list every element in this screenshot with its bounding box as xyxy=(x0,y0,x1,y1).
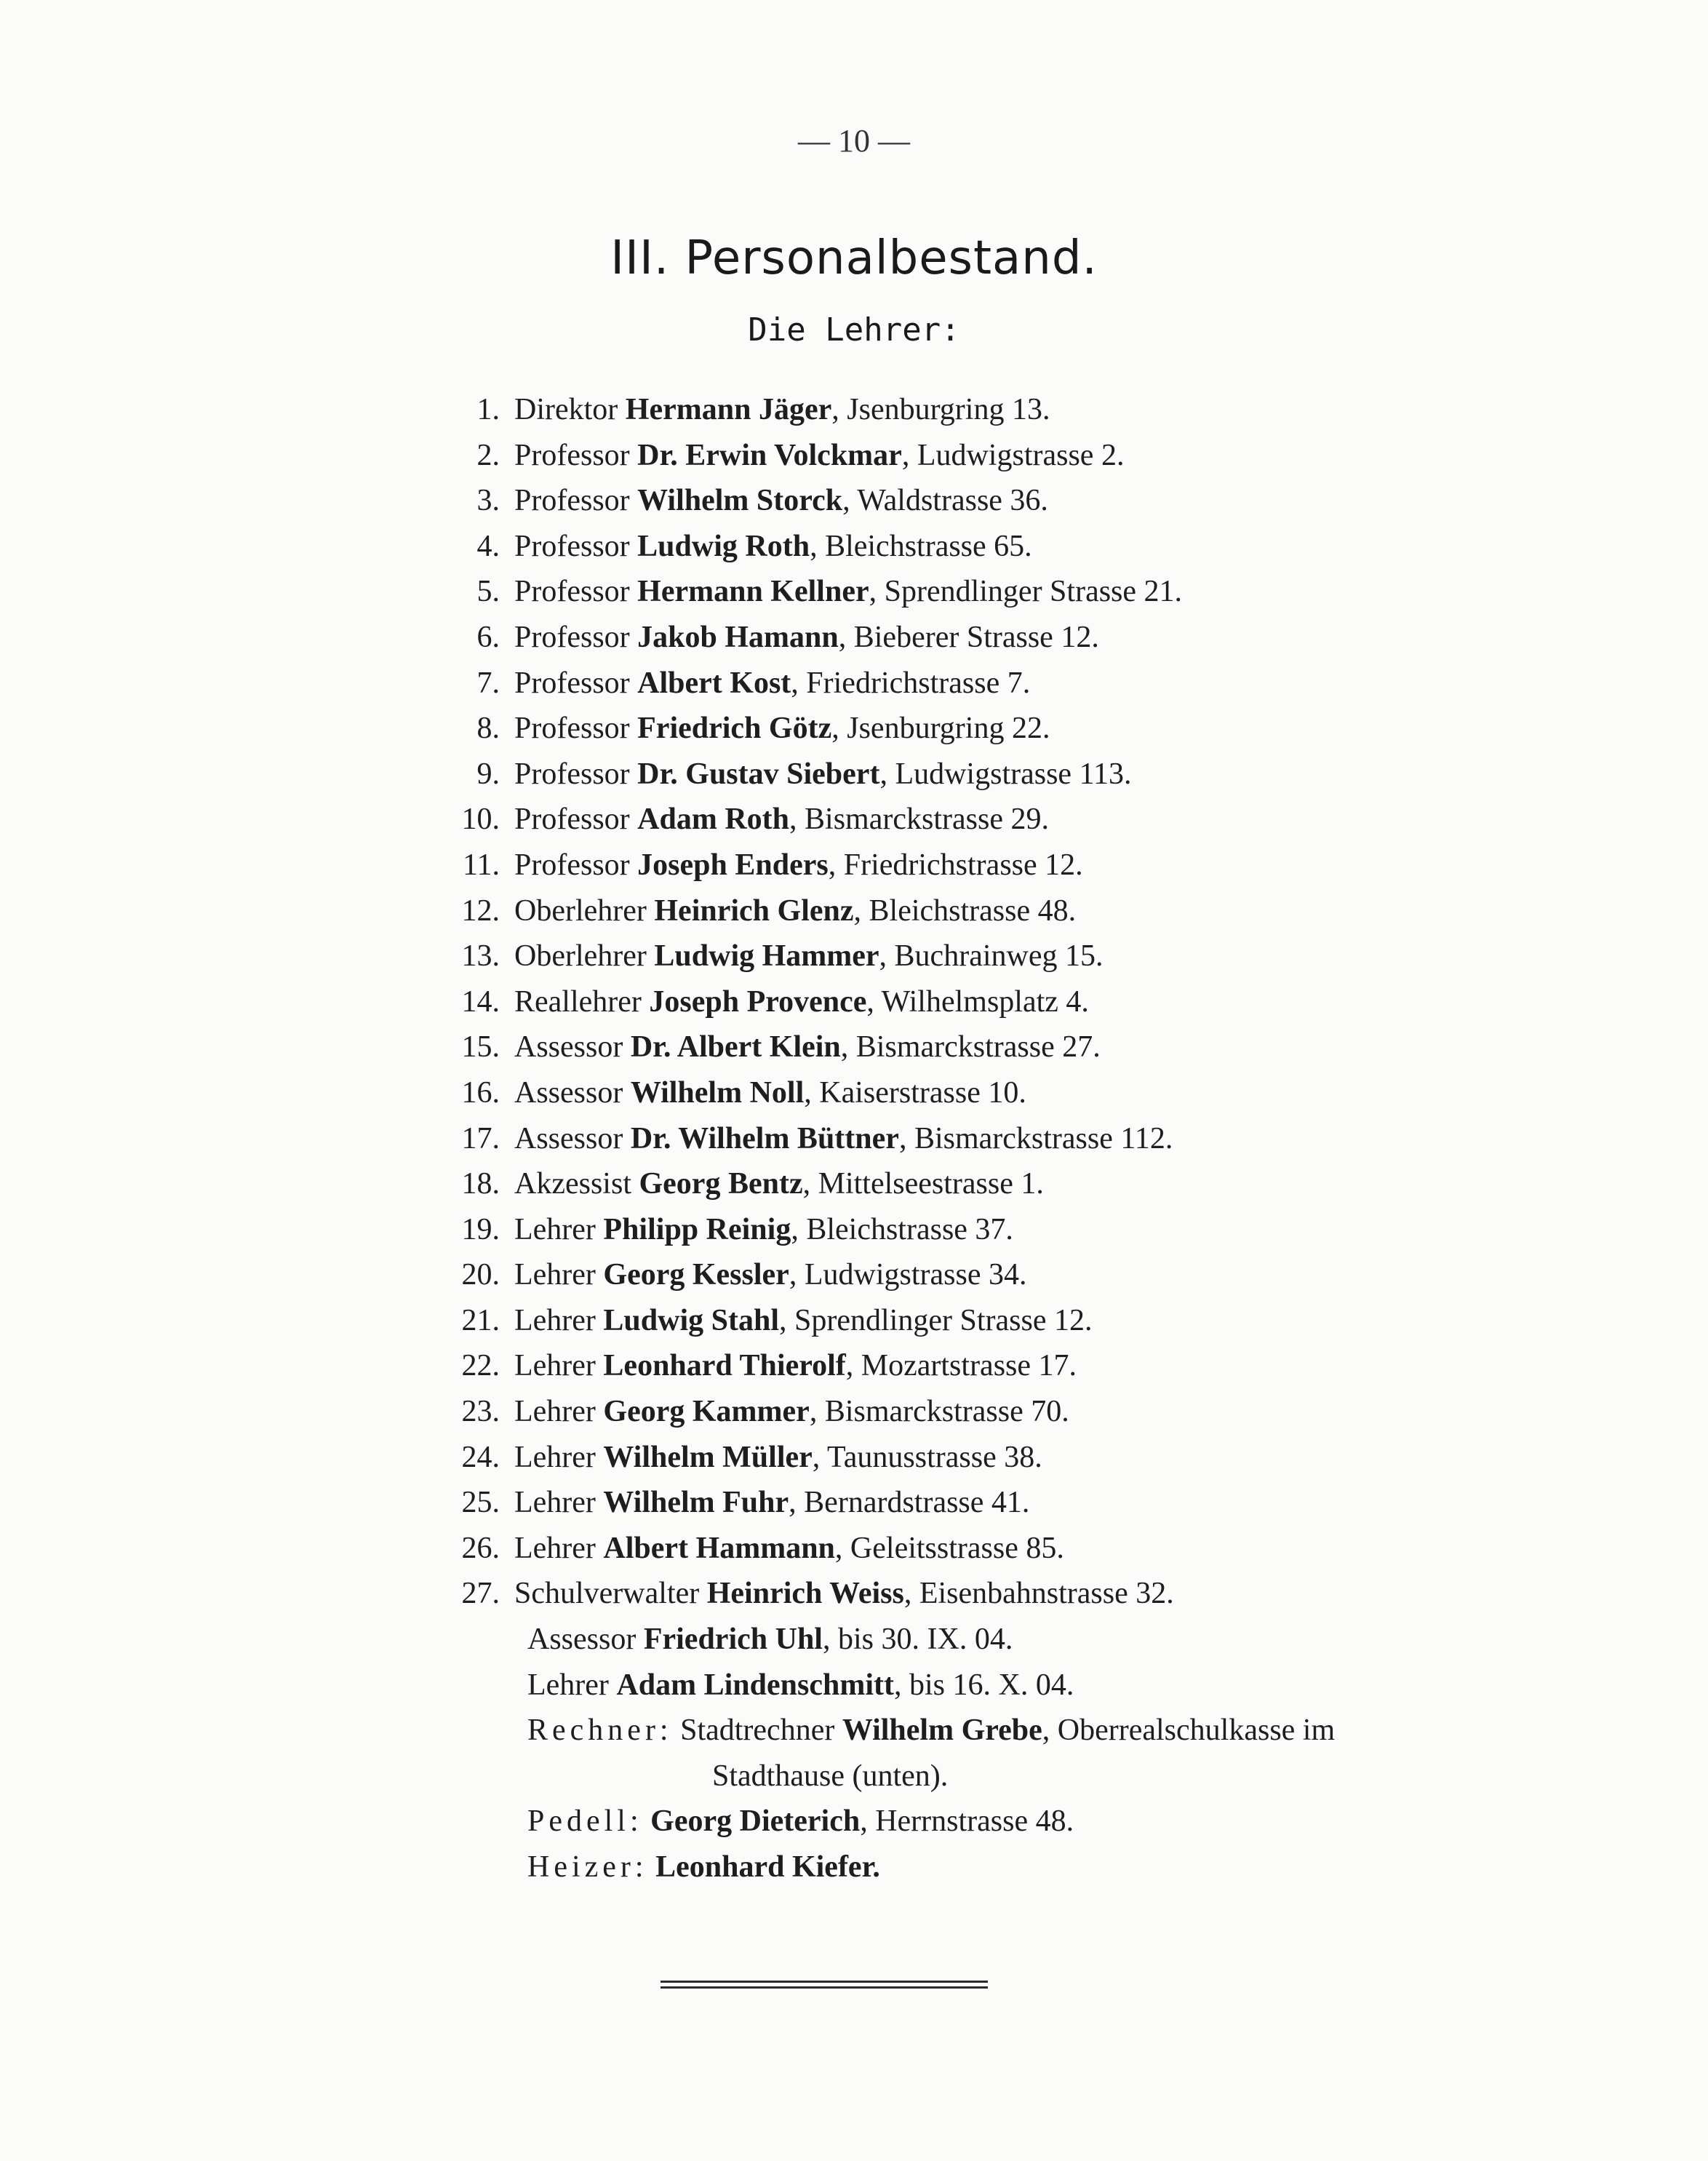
entry-number: 7. xyxy=(476,666,500,700)
teacher-name: Heinrich Weiss xyxy=(706,1577,904,1611)
teacher-address: Sprendlinger Strasse 12. xyxy=(794,1303,1093,1337)
teacher-entry: 16. Assessor Wilhelm Noll, Kaiserstrasse 10. xyxy=(429,1070,1593,1116)
entry-number: 8. xyxy=(476,712,500,746)
teacher-title: Professor xyxy=(514,803,630,837)
teacher-name: Albert Hammann xyxy=(603,1531,835,1565)
teacher-list xyxy=(429,387,1593,1617)
teacher-entry: 26. Lehrer Albert Hammann, Geleitsstrasse 85. xyxy=(429,1526,1593,1572)
teacher-name: Friedrich Götz xyxy=(637,712,832,746)
teacher-name: Georg Bentz xyxy=(639,1167,803,1201)
entry-number: 27. xyxy=(461,1577,500,1611)
teacher-name: Dr. Gustav Siebert xyxy=(637,757,880,791)
teacher-name: Jakob Hamann xyxy=(637,620,839,654)
closing-rule-double xyxy=(661,1986,988,1989)
teacher-title: Oberlehrer xyxy=(514,939,647,974)
entry-number: 21. xyxy=(461,1303,500,1337)
entry-number: 22. xyxy=(461,1349,500,1383)
teacher-title: Lehrer xyxy=(514,1349,596,1383)
teacher-entry: 9. Professor Dr. Gustav Siebert, Ludwigstrasse 113. xyxy=(429,752,1593,797)
teacher-title: Direktor xyxy=(514,393,618,426)
teacher-entry: 22. Lehrer Leonhard Thierolf, Mozartstrasse 17. xyxy=(429,1343,1593,1389)
teacher-address: Mozartstrasse 17. xyxy=(861,1349,1077,1383)
teacher-title: Professor xyxy=(514,438,630,472)
teacher-title: Professor xyxy=(514,575,630,609)
rechner-label: Rechner: xyxy=(527,1714,673,1748)
teacher-title: Assessor xyxy=(514,1075,623,1110)
teacher-entry: 10. Professor Adam Roth, Bismarckstrasse 29. xyxy=(429,797,1593,843)
entry-number: 20. xyxy=(461,1258,500,1292)
teacher-name: Wilhelm Fuhr xyxy=(603,1486,789,1520)
former-note: bis 30. IX. 04. xyxy=(837,1623,1013,1656)
teacher-name: Leonhard Thierolf xyxy=(603,1349,846,1383)
teacher-name: Wilhelm Müller xyxy=(603,1440,813,1474)
former-note: bis 16. X. 04. xyxy=(909,1668,1074,1702)
entry-number: 10. xyxy=(461,803,500,837)
teacher-title: Oberlehrer xyxy=(514,894,647,928)
teacher-address: Mittelseestrasse 1. xyxy=(818,1167,1044,1201)
teacher-address: Ludwigstrasse 34. xyxy=(804,1258,1027,1292)
teacher-address: Ludwigstrasse 2. xyxy=(917,438,1125,472)
teacher-address: Waldstrasse 36. xyxy=(857,484,1048,518)
entry-number: 6. xyxy=(476,620,500,654)
closing-rule xyxy=(661,1981,988,1983)
teacher-entry: 8. Professor Friedrich Götz, Jsenburgring 22. xyxy=(429,706,1593,752)
teacher-name: Dr. Wilhelm Büttner xyxy=(630,1121,899,1155)
teacher-entry: 6. Professor Jakob Hamann, Bieberer Strasse 12. xyxy=(429,615,1593,661)
entry-number: 14. xyxy=(461,984,500,1019)
teacher-address: Bleichstrasse 48. xyxy=(869,894,1077,928)
teacher-entry: 24. Lehrer Wilhelm Müller, Taunusstrasse 38. xyxy=(429,1435,1593,1481)
teacher-name: Dr. Albert Klein xyxy=(630,1030,841,1064)
former-teacher-1: Assessor Friedrich Uhl, bis 30. IX. 04. xyxy=(527,1623,1013,1656)
pedell-line: Pedell: Georg Dieterich, Herrnstrasse 48. xyxy=(527,1804,1074,1839)
teacher-entry: 3. Professor Wilhelm Storck, Waldstrasse 36. xyxy=(429,478,1593,524)
teacher-entry: 27. Schulverwalter Heinrich Weiss, Eisenbahnstrasse 32. xyxy=(429,1571,1593,1617)
teacher-entry: 18. Akzessist Georg Bentz, Mittelseestrasse 1. xyxy=(429,1161,1593,1207)
teacher-address: Bleichstrasse 37. xyxy=(806,1212,1013,1246)
teacher-address: Jsenburgring 13. xyxy=(847,393,1050,426)
teacher-address: Kaiserstrasse 10. xyxy=(819,1075,1026,1110)
teacher-entry: 21. Lehrer Ludwig Stahl, Sprendlinger Strasse 12. xyxy=(429,1298,1593,1344)
heizer-line xyxy=(527,1844,1662,1890)
entry-number: 18. xyxy=(461,1167,500,1201)
teacher-name: Albert Kost xyxy=(637,666,791,700)
entry-number: 26. xyxy=(461,1531,500,1565)
entry-number: 17. xyxy=(461,1121,500,1155)
teacher-title: Akzessist xyxy=(514,1167,631,1201)
pedell-address: Herrnstrasse 48. xyxy=(875,1804,1074,1839)
entry-number: 2. xyxy=(476,438,500,472)
teacher-name: Ludwig Hammer xyxy=(654,939,879,974)
pedell-label: Pedell: xyxy=(527,1804,643,1839)
teacher-title: Professor xyxy=(514,484,630,518)
teacher-address: Friedrichstrasse 7. xyxy=(806,666,1031,700)
rechner-title: Stadtrechner xyxy=(680,1714,835,1748)
teacher-address: Sprendlinger Strasse 21. xyxy=(884,575,1183,609)
rechner-office: Oberrealschulkasse im xyxy=(1057,1714,1336,1748)
teacher-name: Joseph Provence xyxy=(649,984,867,1019)
entry-number: 9. xyxy=(476,757,500,791)
pedell-name: Georg Dieterich xyxy=(650,1804,861,1839)
teacher-address: Bismarckstrasse 27. xyxy=(855,1030,1101,1064)
teacher-title: Lehrer xyxy=(514,1395,596,1429)
teacher-entry: 14. Reallehrer Joseph Provence, Wilhelmsplatz 4. xyxy=(429,979,1593,1025)
teacher-address: Jsenburgring 22. xyxy=(847,712,1050,746)
teacher-address: Bernardstrasse 41. xyxy=(804,1486,1030,1520)
rechner-line: Rechner: Stadtrechner Wilhelm Grebe, Oberrealschulkasse im xyxy=(527,1714,1336,1748)
entry-number: 1. xyxy=(476,393,500,426)
teacher-address: Friedrichstrasse 12. xyxy=(843,848,1083,882)
teacher-address: Bismarckstrasse 112. xyxy=(914,1121,1173,1155)
teacher-address: Buchrainweg 15. xyxy=(894,939,1104,974)
teacher-title: Reallehrer xyxy=(514,984,642,1019)
teacher-title: Professor xyxy=(514,757,630,791)
former-name: Friedrich Uhl xyxy=(643,1623,823,1656)
teacher-address: Eisenbahnstrasse 32. xyxy=(919,1577,1174,1611)
teacher-entry: 15. Assessor Dr. Albert Klein, Bismarckstrasse 27. xyxy=(429,1024,1593,1070)
entry-number: 15. xyxy=(461,1030,500,1064)
teacher-entry: 19. Lehrer Philipp Reinig, Bleichstrasse 37. xyxy=(429,1207,1593,1253)
former-name: Adam Lindenschmitt xyxy=(616,1668,894,1702)
teacher-address: Bismarckstrasse 29. xyxy=(805,803,1049,837)
teacher-title: Professor xyxy=(514,529,630,563)
entry-number: 11. xyxy=(463,848,500,882)
teacher-address: Wilhelmsplatz 4. xyxy=(881,984,1089,1019)
teacher-address: Taunusstrasse 38. xyxy=(827,1440,1042,1474)
page-number: — 10 — xyxy=(798,123,910,159)
teacher-title: Schulverwalter xyxy=(514,1577,700,1611)
teacher-title: Lehrer xyxy=(514,1486,596,1520)
subtitle: Die Lehrer: xyxy=(748,311,960,349)
former-title: Lehrer xyxy=(527,1668,609,1702)
teacher-entry: 23. Lehrer Georg Kammer, Bismarckstrasse 70. xyxy=(429,1389,1593,1435)
entry-number: 5. xyxy=(476,575,500,609)
entry-number: 23. xyxy=(461,1395,500,1429)
teacher-name: Georg Kammer xyxy=(603,1395,810,1429)
teacher-address: Bismarckstrasse 70. xyxy=(824,1395,1069,1429)
teacher-name: Hermann Jäger xyxy=(625,393,832,426)
teacher-entry: 4. Professor Ludwig Roth, Bleichstrasse 65. xyxy=(429,524,1593,570)
teacher-entry: 20. Lehrer Georg Kessler, Ludwigstrasse 34. xyxy=(429,1252,1593,1298)
teacher-name: Ludwig Stahl xyxy=(603,1303,780,1337)
teacher-entry: 12. Oberlehrer Heinrich Glenz, Bleichstrasse 48. xyxy=(429,888,1593,934)
entry-number: 25. xyxy=(461,1486,500,1520)
teacher-address: Geleitsstrasse 85. xyxy=(850,1531,1064,1565)
entry-number: 19. xyxy=(461,1212,500,1246)
teacher-address: Bleichstrasse 65. xyxy=(825,529,1032,563)
teacher-title: Professor xyxy=(514,712,630,746)
teacher-name: Wilhelm Noll xyxy=(630,1075,805,1110)
heizer-label: Heizer: xyxy=(527,1850,648,1884)
entry-number: 12. xyxy=(461,894,500,928)
teacher-name: Wilhelm Storck xyxy=(637,484,843,518)
teacher-entry: 1. Direktor Hermann Jäger, Jsenburgring 13. xyxy=(429,387,1593,433)
teacher-title: Assessor xyxy=(514,1030,623,1064)
teacher-name: Ludwig Roth xyxy=(637,529,810,563)
teacher-title: Lehrer xyxy=(514,1440,596,1474)
entry-number: 4. xyxy=(476,529,500,563)
former-title: Assessor xyxy=(527,1623,636,1656)
teacher-address: Ludwigstrasse 113. xyxy=(895,757,1132,791)
section-title: III. Personalbestand. xyxy=(610,231,1098,285)
teacher-entry: 7. Professor Albert Kost, Friedrichstrasse 7. xyxy=(429,661,1593,707)
entry-number: 16. xyxy=(461,1075,500,1110)
teacher-title: Lehrer xyxy=(514,1531,596,1565)
rechner-name: Wilhelm Grebe xyxy=(842,1714,1042,1748)
teacher-address: Bieberer Strasse 12. xyxy=(853,620,1099,654)
teacher-entry: 25. Lehrer Wilhelm Fuhr, Bernardstrasse 41. xyxy=(429,1480,1593,1526)
teacher-entry: 5. Professor Hermann Kellner, Sprendlinger Strasse 21. xyxy=(429,569,1593,615)
entry-number: 13. xyxy=(461,939,500,974)
entry-number: 3. xyxy=(476,484,500,518)
teacher-name: Adam Roth xyxy=(637,803,790,837)
teacher-title: Lehrer xyxy=(514,1303,596,1337)
teacher-title: Lehrer xyxy=(514,1212,596,1246)
teacher-title: Professor xyxy=(514,666,630,700)
teacher-name: Philipp Reinig xyxy=(603,1212,791,1246)
teacher-name: Hermann Kellner xyxy=(637,575,869,609)
teacher-title: Lehrer xyxy=(514,1258,596,1292)
heizer-name: Leonhard Kiefer. xyxy=(655,1850,880,1884)
staff-notes xyxy=(527,1617,1662,1890)
teacher-name: Dr. Erwin Volckmar xyxy=(637,438,902,472)
rechner-location: Stadthause (unten). xyxy=(712,1759,949,1793)
teacher-entry: 17. Assessor Dr. Wilhelm Büttner, Bismarckstrasse 112. xyxy=(429,1116,1593,1162)
teacher-entry: 11. Professor Joseph Enders, Friedrichstrasse 12. xyxy=(429,843,1593,888)
teacher-name: Joseph Enders xyxy=(637,848,829,882)
teacher-entry: 13. Oberlehrer Ludwig Hammer, Buchrainweg 15. xyxy=(429,934,1593,979)
teacher-name: Heinrich Glenz xyxy=(654,894,854,928)
teacher-name: Georg Kessler xyxy=(603,1258,789,1292)
teacher-title: Professor xyxy=(514,848,630,882)
former-teacher-2: Lehrer Adam Lindenschmitt, bis 16. X. 04. xyxy=(527,1668,1074,1702)
teacher-entry: 2. Professor Dr. Erwin Volckmar, Ludwigstrasse 2. xyxy=(429,433,1593,479)
entry-number: 24. xyxy=(461,1440,500,1474)
teacher-title: Assessor xyxy=(514,1121,623,1155)
teacher-title: Professor xyxy=(514,620,630,654)
